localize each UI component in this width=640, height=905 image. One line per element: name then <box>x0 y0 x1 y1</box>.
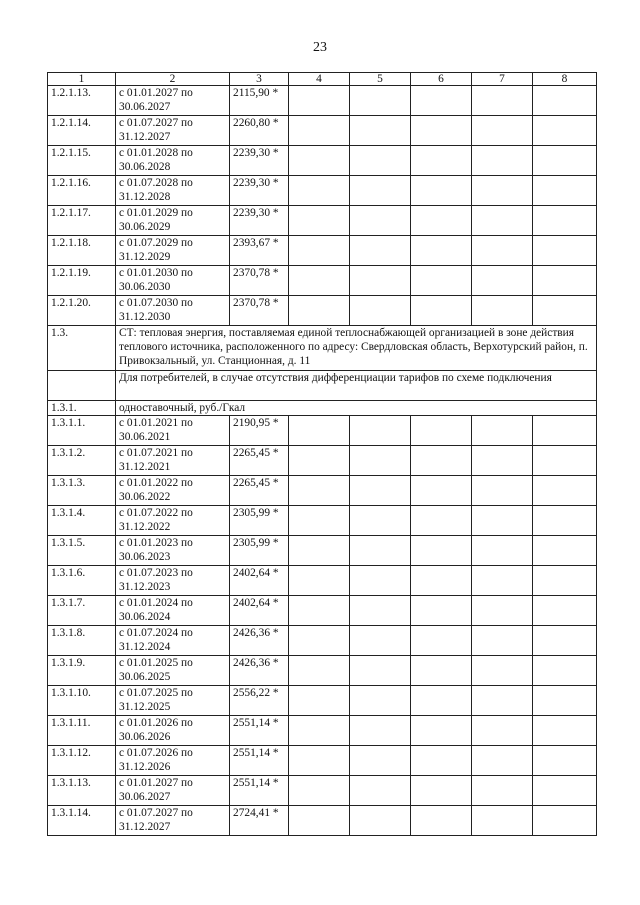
empty-cell <box>350 446 411 476</box>
table-row <box>48 776 597 806</box>
tariff-value-cell: 2724,41 * <box>230 806 289 836</box>
row-number-cell: 1.2.1.20. <box>48 296 116 326</box>
row-number-cell: 1.2.1.15. <box>48 146 116 176</box>
tariff-value-cell: 2370,78 * <box>230 266 289 296</box>
row-number-cell: 1.3. <box>48 326 116 371</box>
period-cell: с 01.07.2027 по 31.12.2027 <box>116 806 230 836</box>
empty-cell <box>472 176 533 206</box>
row-number-cell: 1.3.1.6. <box>48 566 116 596</box>
empty-cell <box>533 536 597 566</box>
empty-cell <box>350 116 411 146</box>
table-row <box>48 536 597 566</box>
table-row <box>48 116 597 146</box>
tariff-value-cell: 2305,99 * <box>230 506 289 536</box>
period-cell: с 01.07.2026 по 31.12.2026 <box>116 746 230 776</box>
empty-cell <box>411 146 472 176</box>
empty-cell <box>411 206 472 236</box>
tariff-value-cell: 2402,64 * <box>230 596 289 626</box>
column-header: 8 <box>533 73 597 86</box>
empty-cell <box>350 566 411 596</box>
empty-cell <box>350 656 411 686</box>
empty-cell <box>411 86 472 116</box>
empty-cell <box>472 596 533 626</box>
empty-cell <box>411 746 472 776</box>
empty-cell <box>411 686 472 716</box>
tariff-value-cell: 2426,36 * <box>230 656 289 686</box>
empty-cell <box>411 536 472 566</box>
row-number-cell: 1.3.1.3. <box>48 476 116 506</box>
empty-cell <box>350 236 411 266</box>
empty-cell <box>350 476 411 506</box>
empty-cell <box>289 116 350 146</box>
empty-cell <box>289 656 350 686</box>
empty-cell <box>411 806 472 836</box>
empty-cell <box>472 536 533 566</box>
table-row <box>48 746 597 776</box>
empty-cell <box>533 296 597 326</box>
column-header: 2 <box>116 73 230 86</box>
empty-cell <box>350 86 411 116</box>
empty-cell <box>472 656 533 686</box>
tariff-value-cell: 2551,14 * <box>230 716 289 746</box>
empty-cell <box>411 296 472 326</box>
empty-cell <box>533 266 597 296</box>
empty-cell <box>289 686 350 716</box>
empty-cell <box>533 806 597 836</box>
period-cell: с 01.01.2022 по 30.06.2022 <box>116 476 230 506</box>
empty-cell <box>533 656 597 686</box>
table-row <box>48 296 597 326</box>
period-cell: с 01.07.2030 по 31.12.2030 <box>116 296 230 326</box>
empty-cell <box>411 776 472 806</box>
empty-cell <box>533 716 597 746</box>
row-number-cell: 1.3.1.12. <box>48 746 116 776</box>
period-cell: с 01.01.2028 по 30.06.2028 <box>116 146 230 176</box>
empty-cell <box>289 536 350 566</box>
empty-cell <box>533 476 597 506</box>
period-cell: с 01.07.2023 по 31.12.2023 <box>116 566 230 596</box>
table-row <box>48 806 597 836</box>
period-cell: с 01.01.2023 по 30.06.2023 <box>116 536 230 566</box>
table-row <box>48 206 597 236</box>
empty-cell <box>350 596 411 626</box>
section-description: СТ: тепловая энергия, поставляемая единой теплоснабжающей организацией в зоне действия теплового источника, расположенного по адресу: Свердловская область, Верхотурский район, п. Привокзальный, ул. Станционная, д. 11 <box>116 326 597 371</box>
table-row <box>48 326 597 371</box>
empty-cell <box>472 626 533 656</box>
tariff-type-label: одноставочный, руб./Гкал <box>116 401 597 416</box>
tariff-value-cell: 2190,95 * <box>230 416 289 446</box>
empty-cell <box>289 476 350 506</box>
empty-cell <box>411 566 472 596</box>
tariff-value-cell: 2551,14 * <box>230 746 289 776</box>
empty-cell <box>533 146 597 176</box>
empty-cell <box>350 716 411 746</box>
row-number-cell: 1.3.1.4. <box>48 506 116 536</box>
table-row <box>48 656 597 686</box>
column-header: 5 <box>350 73 411 86</box>
empty-cell <box>350 146 411 176</box>
empty-cell <box>472 806 533 836</box>
column-header: 3 <box>230 73 289 86</box>
empty-cell <box>472 476 533 506</box>
empty-cell <box>472 266 533 296</box>
period-cell: с 01.01.2030 по 30.06.2030 <box>116 266 230 296</box>
empty-cell <box>472 716 533 746</box>
row-number-cell <box>48 371 116 401</box>
period-cell: с 01.01.2029 по 30.06.2029 <box>116 206 230 236</box>
empty-cell <box>411 116 472 146</box>
row-number-cell: 1.3.1.2. <box>48 446 116 476</box>
consumers-note: Для потребителей, в случае отсутствия дифференциации тарифов по схеме подключения <box>116 371 597 401</box>
table-row <box>48 266 597 296</box>
empty-cell <box>472 746 533 776</box>
empty-cell <box>411 506 472 536</box>
table-row <box>48 506 597 536</box>
row-number-cell: 1.3.1.7. <box>48 596 116 626</box>
tariff-value-cell: 2265,45 * <box>230 446 289 476</box>
empty-cell <box>472 416 533 446</box>
empty-cell <box>289 146 350 176</box>
tariff-value-cell: 2239,30 * <box>230 176 289 206</box>
empty-cell <box>472 776 533 806</box>
row-number-cell: 1.3.1.8. <box>48 626 116 656</box>
table-row <box>48 416 597 446</box>
row-number-cell: 1.3.1.14. <box>48 806 116 836</box>
tariff-value-cell: 2265,45 * <box>230 476 289 506</box>
period-cell: с 01.07.2028 по 31.12.2028 <box>116 176 230 206</box>
empty-cell <box>289 566 350 596</box>
table-row <box>48 146 597 176</box>
empty-cell <box>350 266 411 296</box>
empty-cell <box>289 596 350 626</box>
empty-cell <box>533 176 597 206</box>
row-number-cell: 1.2.1.16. <box>48 176 116 206</box>
column-header-row <box>48 73 597 86</box>
empty-cell <box>289 416 350 446</box>
empty-cell <box>411 626 472 656</box>
table-row <box>48 176 597 206</box>
table-row <box>48 446 597 476</box>
empty-cell <box>289 176 350 206</box>
empty-cell <box>533 206 597 236</box>
empty-cell <box>289 296 350 326</box>
empty-cell <box>411 266 472 296</box>
empty-cell <box>289 266 350 296</box>
period-cell: с 01.07.2027 по 31.12.2027 <box>116 116 230 146</box>
row-number-cell: 1.3.1.11. <box>48 716 116 746</box>
empty-cell <box>533 566 597 596</box>
period-cell: с 01.01.2024 по 30.06.2024 <box>116 596 230 626</box>
empty-cell <box>533 596 597 626</box>
empty-cell <box>411 446 472 476</box>
empty-cell <box>472 686 533 716</box>
table-row <box>48 596 597 626</box>
column-header: 7 <box>472 73 533 86</box>
empty-cell <box>289 626 350 656</box>
column-header: 4 <box>289 73 350 86</box>
empty-cell <box>350 416 411 446</box>
empty-cell <box>350 776 411 806</box>
empty-cell <box>289 236 350 266</box>
row-number-cell: 1.2.1.13. <box>48 86 116 116</box>
empty-cell <box>350 296 411 326</box>
period-cell: с 01.01.2021 по 30.06.2021 <box>116 416 230 446</box>
empty-cell <box>350 686 411 716</box>
period-cell: с 01.01.2027 по 30.06.2027 <box>116 776 230 806</box>
empty-cell <box>350 806 411 836</box>
row-number-cell: 1.2.1.17. <box>48 206 116 236</box>
period-cell: с 01.01.2025 по 30.06.2025 <box>116 656 230 686</box>
period-cell: с 01.07.2029 по 31.12.2029 <box>116 236 230 266</box>
tariff-value-cell: 2393,67 * <box>230 236 289 266</box>
empty-cell <box>289 446 350 476</box>
tariff-value-cell: 2305,99 * <box>230 536 289 566</box>
row-number-cell: 1.3.1.1. <box>48 416 116 446</box>
tariff-value-cell: 2370,78 * <box>230 296 289 326</box>
table-row <box>48 371 597 401</box>
column-header: 6 <box>411 73 472 86</box>
empty-cell <box>533 446 597 476</box>
empty-cell <box>472 446 533 476</box>
tariff-value-cell: 2239,30 * <box>230 146 289 176</box>
page-number: 23 <box>313 40 327 55</box>
period-cell: с 01.07.2025 по 31.12.2025 <box>116 686 230 716</box>
empty-cell <box>533 416 597 446</box>
empty-cell <box>289 776 350 806</box>
column-header: 1 <box>48 73 116 86</box>
table-row <box>48 686 597 716</box>
empty-cell <box>411 476 472 506</box>
table-row <box>48 236 597 266</box>
empty-cell <box>289 746 350 776</box>
empty-cell <box>289 806 350 836</box>
empty-cell <box>411 176 472 206</box>
period-cell: с 01.07.2021 по 31.12.2021 <box>116 446 230 476</box>
empty-cell <box>472 146 533 176</box>
row-number-cell: 1.3.1. <box>48 401 116 416</box>
empty-cell <box>472 116 533 146</box>
empty-cell <box>472 86 533 116</box>
period-cell: с 01.01.2027 по 30.06.2027 <box>116 86 230 116</box>
empty-cell <box>472 296 533 326</box>
empty-cell <box>472 206 533 236</box>
empty-cell <box>533 236 597 266</box>
tariff-value-cell: 2115,90 * <box>230 86 289 116</box>
tariff-value-cell: 2551,14 * <box>230 776 289 806</box>
empty-cell <box>533 626 597 656</box>
tariff-value-cell: 2260,80 * <box>230 116 289 146</box>
empty-cell <box>411 236 472 266</box>
empty-cell <box>350 626 411 656</box>
table-row <box>48 566 597 596</box>
empty-cell <box>289 86 350 116</box>
empty-cell <box>533 506 597 536</box>
table-row <box>48 476 597 506</box>
empty-cell <box>533 776 597 806</box>
tariff-value-cell: 2239,30 * <box>230 206 289 236</box>
table-row <box>48 401 597 416</box>
row-number-cell: 1.2.1.18. <box>48 236 116 266</box>
empty-cell <box>472 236 533 266</box>
empty-cell <box>533 746 597 776</box>
empty-cell <box>472 506 533 536</box>
empty-cell <box>350 206 411 236</box>
empty-cell <box>289 716 350 746</box>
tariff-table <box>47 72 597 836</box>
empty-cell <box>350 176 411 206</box>
empty-cell <box>350 536 411 566</box>
empty-cell <box>411 416 472 446</box>
empty-cell <box>350 746 411 776</box>
period-cell: с 01.01.2026 по 30.06.2026 <box>116 716 230 746</box>
empty-cell <box>533 116 597 146</box>
empty-cell <box>472 566 533 596</box>
table-row <box>48 626 597 656</box>
period-cell: с 01.07.2022 по 31.12.2022 <box>116 506 230 536</box>
row-number-cell: 1.3.1.5. <box>48 536 116 566</box>
empty-cell <box>289 506 350 536</box>
row-number-cell: 1.2.1.14. <box>48 116 116 146</box>
empty-cell <box>411 596 472 626</box>
empty-cell <box>533 86 597 116</box>
empty-cell <box>411 716 472 746</box>
row-number-cell: 1.2.1.19. <box>48 266 116 296</box>
row-number-cell: 1.3.1.10. <box>48 686 116 716</box>
table-row <box>48 86 597 116</box>
tariff-value-cell: 2426,36 * <box>230 626 289 656</box>
empty-cell <box>350 506 411 536</box>
tariff-value-cell: 2556,22 * <box>230 686 289 716</box>
row-number-cell: 1.3.1.9. <box>48 656 116 686</box>
empty-cell <box>289 206 350 236</box>
empty-cell <box>533 686 597 716</box>
tariff-value-cell: 2402,64 * <box>230 566 289 596</box>
table-row <box>48 716 597 746</box>
empty-cell <box>411 656 472 686</box>
row-number-cell: 1.3.1.13. <box>48 776 116 806</box>
period-cell: с 01.07.2024 по 31.12.2024 <box>116 626 230 656</box>
